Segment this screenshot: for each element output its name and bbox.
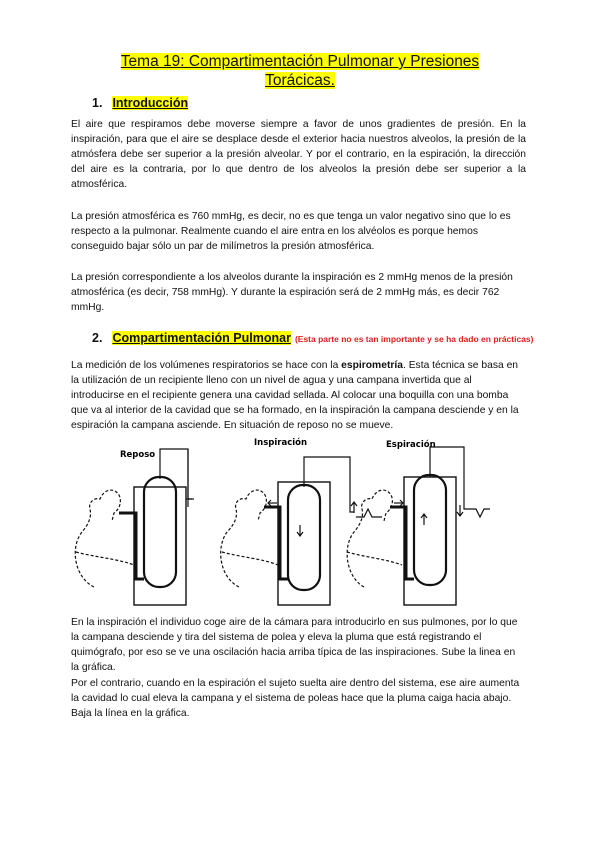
label-inspiracion: Inspiración <box>254 438 308 448</box>
intro-paragraph-3: La presión correspondiente a los alveolos durante la inspiración es 2 mmHg menos de la presión atmosférica (es decir, 758 mmHg). Y durante la espiración será de 2 mmHg más, es decir 762 mmHg. <box>71 272 513 313</box>
inspiration-paragraph: En la inspiración el individuo coge aire de la cámara para introducirlo en sus pulmones, por lo que la campana desciende y tira del sistema de polea y eleva la pluma que está registrando el quimógrafo, por eso se ve una oscilación hacia arriba típica de las inspiraciones. Sube la linea en la gráfica. <box>71 617 518 673</box>
title-line-1: Tema 19: Compartimentación Pulmonar y Presiones <box>120 53 480 70</box>
label-reposo: Reposo <box>120 450 156 460</box>
section-2-number: 2. <box>92 331 103 345</box>
panel-espiracion <box>347 447 490 605</box>
section-1-heading <box>92 96 188 110</box>
expiration-paragraph: Por el contrario, cuando en la espiración el sujeto suelta aire dentro del sistema, ese aire aumenta la cavidad lo cual eleva la campana y el sistema de poleas hace que la pluma caiga hacia abajo. Baja la línea en la gráfica. <box>71 678 520 719</box>
intro-paragraph-2: La presión atmosférica es 760 mmHg, es decir, no es que tenga un valor negativo sino que lo es respecto a la pulmonar. Realmente cuando el aire entra en los alvéolos es porque hemos conseguido bajar sólo un par de milímetros la presión atmosférica. <box>71 211 511 252</box>
spirometer-figure <box>64 437 524 607</box>
section-1-number: 1. <box>92 96 103 110</box>
document-title <box>60 52 540 90</box>
panel-reposo <box>75 449 194 605</box>
title-line-2: Torácicas. <box>265 72 335 89</box>
label-espiracion: Espiración <box>386 440 436 450</box>
section-2-note: (Esta parte no es tan importante y se ha dado en prácticas) <box>294 334 534 344</box>
section-1-title: Introducción <box>112 96 189 110</box>
section-2-title: Compartimentación Pulmonar <box>112 331 291 345</box>
spirometry-term: espirometría <box>341 360 403 371</box>
section-2-heading <box>92 331 533 345</box>
spirometry-paragraph: La medición de los volúmenes respiratorios se hace con la espirometría. Esta técnica se basa en la utilización de un recipiente lleno con un nivel de agua y una campana invertida que al introducirse en el recipiente genera una cavidad sellada. Al colocar una boquilla con una bomba que va al interior de la cavidad que se ha formado, en la inspiración la campana desciende y en la espiración la campana asciende. En situación de reposo no se mueve. <box>71 360 519 431</box>
intro-paragraph-1: El aire que respiramos debe moverse siempre a favor de unos gradientes de presión. En la inspiración, para que el aire se desplace desde el exterior hacia nuestros alveolos, la presión de la atmósfera debe ser superior a la presión alveolar. Y por el contrario, en la espiración, la dirección del aire es la contraria, por lo que dentro de los alveolos la presión debe ser superior a la atmosférica. <box>71 119 526 190</box>
